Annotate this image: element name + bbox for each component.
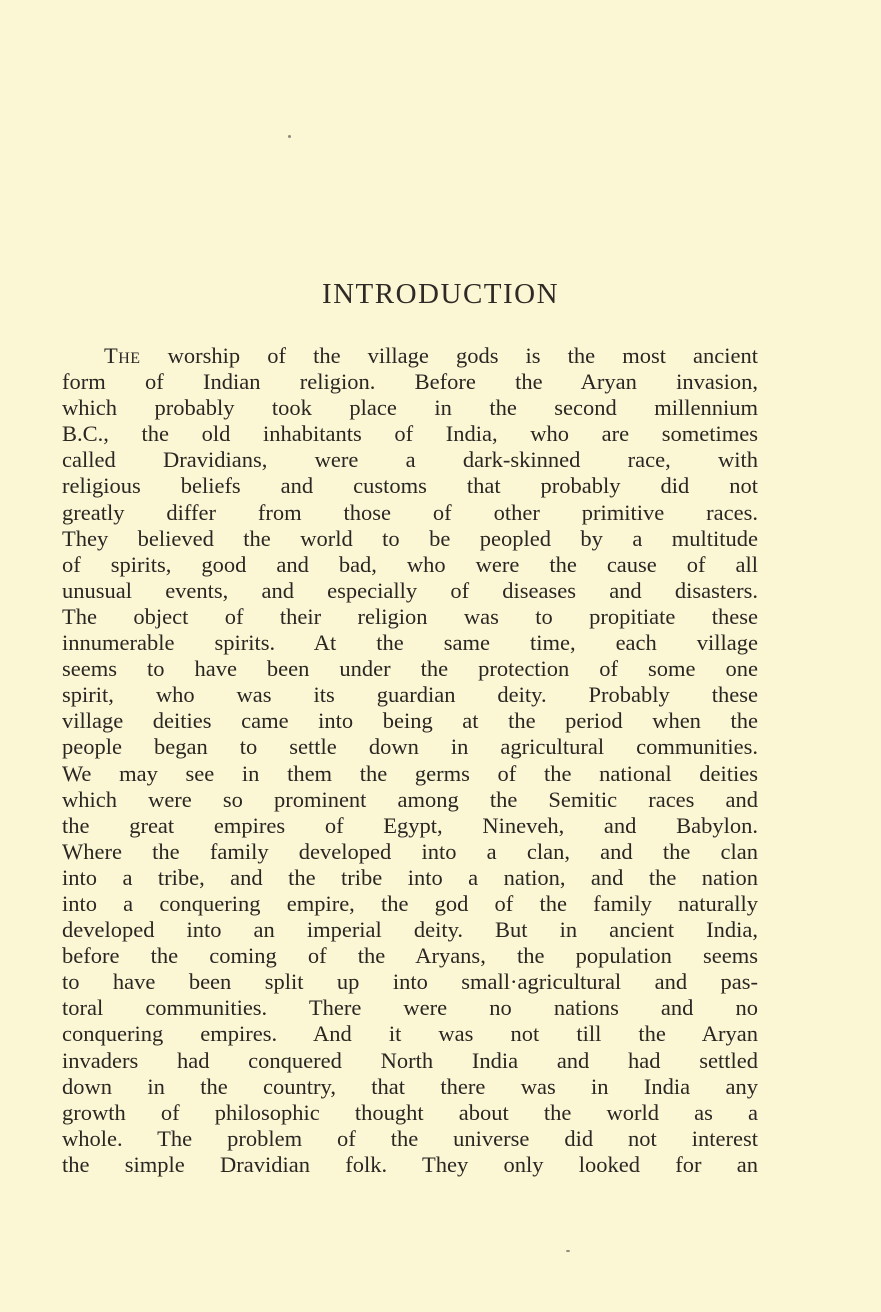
paragraph-line: whole. The problem of the universe did not interest: [62, 1125, 758, 1151]
paragraph-line: into a tribe, and the tribe into a nation, and the nation: [62, 864, 758, 890]
paragraph-line: developed into an imperial deity. But in ancient India,: [62, 917, 758, 943]
paragraph-line: called Dravidians, were a dark-skinned race, with: [62, 447, 758, 473]
paragraph-line: innumerable spirits. At the same time, each village: [62, 630, 758, 656]
ink-speck: [288, 135, 291, 138]
paragraph-line: which probably took place in the second millennium: [62, 395, 758, 421]
body-paragraph: [62, 343, 758, 1178]
paragraph-line: people began to settle down in agricultural communities.: [62, 734, 758, 760]
ink-speck: [566, 1250, 570, 1252]
first-line-text: worship of the village gods is the most ancient: [167, 343, 758, 368]
paragraph-line: Where the family developed into a clan, and the clan: [62, 838, 758, 864]
paragraph-line: into a conquering empire, the god of the family naturally: [62, 890, 758, 916]
paragraph-line: religious beliefs and customs that probably did not: [62, 473, 758, 499]
paragraph-line: toral communities. There were no nations and no: [62, 995, 758, 1021]
paragraph-line: down in the country, that there was in India any: [62, 1073, 758, 1099]
paragraph-line: which were so prominent among the Semitic races and: [62, 786, 758, 812]
paragraph-line: before the coming of the Aryans, the population seems: [62, 943, 758, 969]
chapter-title: INTRODUCTION: [321, 278, 560, 310]
paragraph-line: growth of philosophic thought about the world as a: [62, 1099, 758, 1125]
paragraph-line: seems to have been under the protection of some one: [62, 656, 758, 682]
paragraph-line: They believed the world to be peopled by a multitude: [62, 525, 758, 551]
paragraph-line: greatly differ from those of other primitive races.: [62, 499, 758, 525]
paragraph-line: to have been split up into small·agricultural and pas-: [62, 969, 758, 995]
paragraph-line: unusual events, and especially of diseases and disasters.: [62, 577, 758, 603]
lead-word: The: [104, 343, 141, 368]
paragraph-first-line: [62, 343, 758, 369]
paragraph-line: village deities came into being at the period when the: [62, 708, 758, 734]
paragraph-line: conquering empires. And it was not till the Aryan: [62, 1021, 758, 1047]
paragraph-line: the simple Dravidian folk. They only looked for an: [62, 1151, 758, 1177]
paragraph-line: of spirits, good and bad, who were the cause of all: [62, 551, 758, 577]
paragraph-line: form of Indian religion. Before the Aryan invasion,: [62, 369, 758, 395]
paragraph-line: the great empires of Egypt, Nineveh, and Babylon.: [62, 812, 758, 838]
paragraph-line: The object of their religion was to propitiate these: [62, 603, 758, 629]
paragraph-line: B.C., the old inhabitants of India, who are sometimes: [62, 421, 758, 447]
paragraph-line: We may see in them the germs of the national deities: [62, 760, 758, 786]
paragraph-line: invaders had conquered North India and had settled: [62, 1047, 758, 1073]
paragraph-line: spirit, who was its guardian deity. Probably these: [62, 682, 758, 708]
